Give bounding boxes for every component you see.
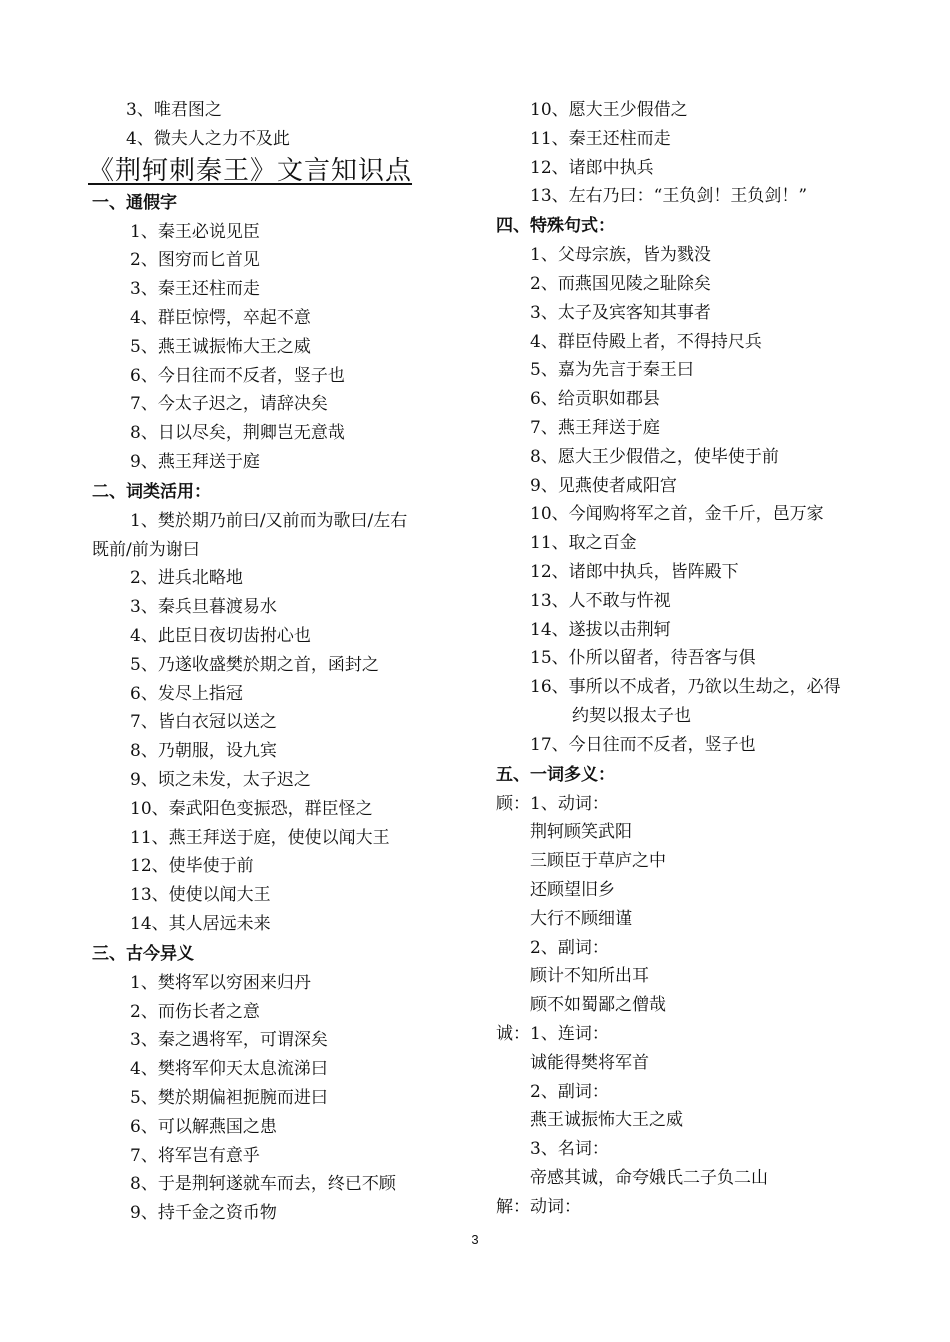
term-cheng: 诚：1、连词： (496, 1023, 609, 1044)
list-item: 8、于是荆轲遂就车而去，终已不顾 (130, 1174, 396, 1195)
list-item: 6、给贡职如郡县 (530, 389, 660, 410)
list-item: 2、而燕国见陵之耻除矣 (530, 273, 711, 294)
list-item: 7、皆白衣冠以送之 (130, 712, 277, 733)
list-item: 1、父母宗族，皆为戮没 (530, 245, 711, 266)
list-item: 5、樊於期偏袒扼腕而进曰 (130, 1087, 328, 1108)
sub-heading: 3、名词： (530, 1139, 609, 1160)
example-line: 帝感其诚，命夸娥氏二子负二山 (530, 1167, 768, 1188)
example-line: 诚能得樊将军首 (530, 1052, 649, 1073)
list-item: 13、使使以闻大王 (130, 885, 271, 906)
list-item: 4、群臣侍殿上者，不得持尺兵 (530, 331, 762, 352)
sub-heading: 2、副词： (530, 937, 609, 958)
list-item: 16、事所以不成者，乃欲以生劫之，必得 (530, 677, 841, 698)
list-item: 12、使毕使于前 (130, 856, 254, 877)
example-line: 顾不如蜀鄙之僧哉 (530, 995, 666, 1016)
list-item: 6、发尽上指冠 (130, 683, 243, 704)
section-heading-2: 二、词类活用： (92, 481, 211, 502)
list-item: 2、进兵北略地 (130, 568, 243, 589)
list-item: 3、秦兵旦暮渡易水 (130, 597, 277, 618)
section-heading-4: 四、特殊句式： (496, 216, 615, 237)
list-item: 5、乃遂收盛樊於期之首，函封之 (130, 654, 379, 675)
list-item: 8、日以尽矣，荆卿岂无意哉 (130, 423, 345, 444)
page-number: 3 (471, 1232, 479, 1247)
list-item: 6、可以解燕国之患 (130, 1116, 277, 1137)
list-item: 3、唯君图之 (126, 100, 222, 120)
list-item-continuation: 既前/前为谢曰 (92, 539, 200, 560)
list-item: 1、樊将军以穷困来归丹 (130, 972, 311, 993)
list-item: 6、今日往而不反者，竖子也 (130, 365, 345, 386)
list-item: 15、仆所以留者，待吾客与俱 (530, 648, 756, 669)
list-item: 10、秦武阳色变振恐，群臣怪之 (130, 798, 373, 819)
list-item: 11、秦王还柱而走 (530, 128, 671, 149)
example-line: 顾计不知所出耳 (530, 966, 649, 987)
list-item: 3、太子及宾客知其事者 (530, 302, 711, 323)
sub-heading: 2、副词： (530, 1081, 609, 1102)
list-item: 5、燕王诚振怖大王之威 (130, 336, 311, 357)
example-line: 大行不顾细谨 (530, 908, 632, 929)
list-item: 2、而伤长者之意 (130, 1001, 260, 1022)
list-item: 14、其人居远未来 (130, 913, 271, 934)
example-line: 三顾臣于草庐之中 (530, 851, 666, 872)
list-item: 9、见燕使者咸阳宫 (530, 475, 677, 496)
list-item: 9、持千金之资币物 (130, 1203, 277, 1224)
list-item: 9、燕王拜送于庭 (130, 451, 260, 472)
list-item: 4、樊将军仰天太息流涕曰 (130, 1059, 328, 1080)
list-item: 2、图穷而匕首见 (130, 250, 260, 271)
list-item: 13、人不敢与忤视 (530, 590, 671, 611)
list-item: 5、嘉为先言于秦王曰 (530, 360, 694, 381)
example-line: 还顾望旧乡 (530, 879, 615, 900)
list-item: 10、今闻购将军之首，金千斤，邑万家 (530, 504, 824, 525)
page-title: 《荆轲刺秦王》文言知识点 (88, 155, 413, 186)
list-item: 14、遂拔以击荆轲 (530, 619, 671, 640)
list-item: 7、今太子迟之，请辞决矣 (130, 394, 328, 415)
list-item: 10、愿大王少假借之 (530, 100, 688, 120)
example-line: 荆轲顾笑武阳 (530, 822, 632, 843)
list-item: 7、将军岂有意乎 (130, 1145, 260, 1166)
section-heading-5: 五、一词多义： (496, 764, 615, 785)
left-column (88, 96, 492, 1228)
right-column (496, 96, 916, 1221)
term-jie: 解：动词： (496, 1196, 581, 1217)
list-item: 17、今日往而不反者，竖子也 (530, 734, 756, 755)
list-item: 4、微夫人之力不及此 (126, 128, 290, 149)
list-item: 8、愿大王少假借之，使毕使于前 (530, 446, 779, 467)
list-item: 3、秦之遇将军，可谓深矣 (130, 1030, 328, 1051)
list-item: 4、群臣惊愕，卒起不意 (130, 307, 311, 328)
example-line: 燕王诚振怖大王之威 (530, 1110, 683, 1131)
list-item: 3、秦王还柱而走 (130, 279, 260, 300)
list-item: 8、乃朝服，设九宾 (130, 741, 277, 762)
list-item: 11、燕王拜送于庭，使使以闻大王 (130, 827, 390, 848)
list-item: 13、左右乃曰：“王负剑！王负剑！” (530, 186, 808, 207)
term-gu: 顾：1、动词： (496, 793, 609, 814)
list-item: 12、诸郎中执兵 (530, 157, 654, 178)
list-item: 1、樊於期乃前曰/又前而为歌曰/左右 (130, 510, 408, 531)
list-item: 9、顷之未发，太子迟之 (130, 769, 311, 790)
list-item-continuation: 约契以报太子也 (572, 705, 691, 726)
list-item: 1、秦王必说见臣 (130, 221, 260, 242)
list-item: 12、诸郎中执兵，皆阵殿下 (530, 561, 739, 582)
list-item: 4、此臣日夜切齿拊心也 (130, 625, 311, 646)
section-heading-3: 三、古今异义 (92, 943, 194, 964)
list-item: 11、取之百金 (530, 533, 637, 554)
section-heading-1: 一、通假字 (92, 192, 177, 213)
list-item: 7、燕王拜送于庭 (530, 417, 660, 438)
